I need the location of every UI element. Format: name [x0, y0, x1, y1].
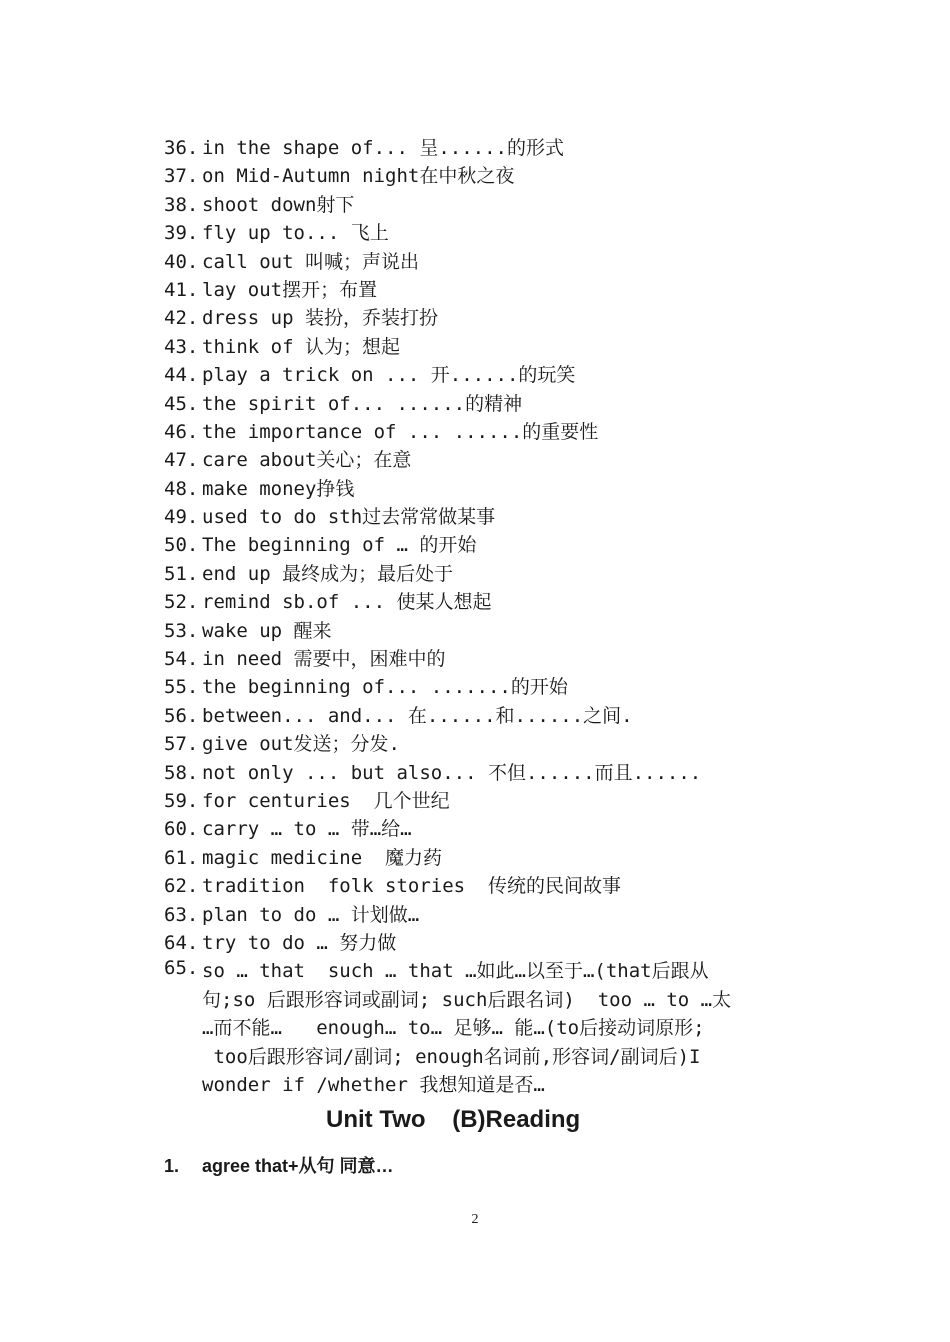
- item-number: 64.: [164, 931, 199, 954]
- list-item: [164, 361, 804, 389]
- list-item: [164, 872, 804, 900]
- list-item: [164, 815, 804, 843]
- list-item: [164, 702, 804, 730]
- item-text: not only ... but also... 不但......而且......: [202, 761, 702, 784]
- item-text: fly up to... 飞上: [202, 222, 389, 245]
- item-number: 54.: [164, 648, 199, 671]
- item-number: 43.: [164, 335, 199, 358]
- list-item: [164, 333, 804, 361]
- item-number: 42.: [164, 307, 199, 330]
- section-list-item: [164, 1152, 394, 1178]
- item-number: 51.: [164, 562, 199, 585]
- item-text: on Mid-Autumn night在中秋之夜: [202, 165, 515, 188]
- list-item: [164, 304, 804, 332]
- list-item: [164, 248, 804, 276]
- list-item: [164, 219, 804, 247]
- item-text-line: 句;so 后跟形容词或副词; such后跟名词) too … to …太: [202, 988, 732, 1011]
- page-number: 2: [471, 1212, 479, 1227]
- item-number: 45.: [164, 392, 199, 415]
- item-text: the beginning of... .......的开始: [202, 676, 568, 699]
- item-number: 53.: [164, 619, 199, 642]
- list-item: [164, 446, 804, 474]
- item-text-line: wonder if /whether 我想知道是否…: [202, 1073, 545, 1096]
- item-number: 1.: [164, 1156, 180, 1176]
- item-number: 61.: [164, 846, 199, 869]
- item-number: 47.: [164, 449, 199, 472]
- item-text: wake up 醒来: [202, 619, 332, 642]
- item-text: carry … to … 带…给…: [202, 818, 412, 841]
- item-text: lay out摆开；布置: [202, 278, 378, 301]
- list-item: [164, 418, 804, 446]
- item-number: 55.: [164, 676, 199, 699]
- item-text: care about关心；在意: [202, 449, 412, 472]
- item-text: give out发送；分发.: [202, 733, 400, 756]
- item-number: 52.: [164, 591, 199, 614]
- item-text: remind sb.of ... 使某人想起: [202, 591, 492, 614]
- item-text: plan to do … 计划做…: [202, 903, 420, 926]
- list-item: [164, 503, 804, 531]
- list-item: [164, 730, 804, 758]
- item-number: 60.: [164, 818, 199, 841]
- item-text: end up 最终成为；最后处于: [202, 562, 454, 585]
- item-text: dress up 装扮，乔装打扮: [202, 307, 438, 330]
- item-text: in need 需要中，困难中的: [202, 648, 446, 671]
- item-number: 46.: [164, 420, 199, 443]
- item-text-line: …而不能… enough… to… 足够… 能…(to后接动词原形;: [202, 1017, 705, 1040]
- item-number: 37.: [164, 165, 199, 188]
- item-text: agree that+从句 同意…: [202, 1156, 394, 1176]
- item-text: magic medicine 魔力药: [202, 846, 443, 869]
- item-text: call out 叫喊；声说出: [202, 250, 419, 273]
- item-number: 56.: [164, 704, 199, 727]
- item-text: between... and... 在......和......之间.: [202, 704, 633, 727]
- list-item: [164, 901, 804, 929]
- list-item: [164, 929, 804, 957]
- item-text: make money挣钱: [202, 477, 355, 500]
- item-number: 57.: [164, 733, 199, 756]
- phrase-list: [164, 134, 804, 1099]
- item-number: 63.: [164, 903, 199, 926]
- item-text: the spirit of... ......的精神: [202, 392, 523, 415]
- item-text: for centuries 几个世纪: [202, 789, 450, 812]
- item-number: 41.: [164, 278, 199, 301]
- item-text: the importance of ... ......的重要性: [202, 420, 599, 443]
- list-item: [164, 787, 804, 815]
- list-item: [164, 645, 804, 673]
- item-number: 36.: [164, 137, 199, 159]
- list-item: [164, 191, 804, 219]
- list-item: [164, 475, 804, 503]
- item-number: 50.: [164, 534, 199, 557]
- item-text: tradition folk stories 传统的民间故事: [202, 875, 621, 898]
- item-text-line: too后跟形容词/副词; enough名词前,形容词/副词后)I: [202, 1045, 701, 1068]
- list-item: [164, 673, 804, 701]
- list-item-multiline: [164, 957, 804, 1099]
- list-item: [164, 531, 804, 559]
- item-number: 58.: [164, 761, 199, 784]
- item-text: try to do … 努力做: [202, 931, 397, 954]
- list-item: [164, 134, 804, 162]
- item-number: 44.: [164, 364, 199, 387]
- list-item: [164, 390, 804, 418]
- item-number: 38.: [164, 193, 199, 216]
- list-item: [164, 588, 804, 616]
- list-item: [164, 276, 804, 304]
- item-text: in the shape of... 呈......的形式: [202, 137, 564, 159]
- list-item: [164, 759, 804, 787]
- section-heading: Unit Two (B)Reading: [326, 1106, 581, 1133]
- item-text-line: so … that such … that …如此…以至于…(that后跟从: [202, 960, 709, 983]
- list-item: [164, 162, 804, 190]
- item-number: 49.: [164, 506, 199, 529]
- item-number: 48.: [164, 477, 199, 500]
- list-item: [164, 844, 804, 872]
- item-number: 65.: [164, 957, 199, 980]
- item-number: 59.: [164, 789, 199, 812]
- item-text-block: [202, 957, 802, 1099]
- item-number: 39.: [164, 222, 199, 245]
- list-item: [164, 617, 804, 645]
- item-text: shoot down射下: [202, 193, 355, 216]
- list-item: [164, 560, 804, 588]
- item-number: 62.: [164, 875, 199, 898]
- item-text: think of 认为；想起: [202, 335, 400, 358]
- item-text: play a trick on ... 开......的玩笑: [202, 364, 576, 387]
- item-text: used to do sth过去常常做某事: [202, 506, 496, 529]
- item-number: 40.: [164, 250, 199, 273]
- item-text: The beginning of … 的开始: [202, 534, 477, 557]
